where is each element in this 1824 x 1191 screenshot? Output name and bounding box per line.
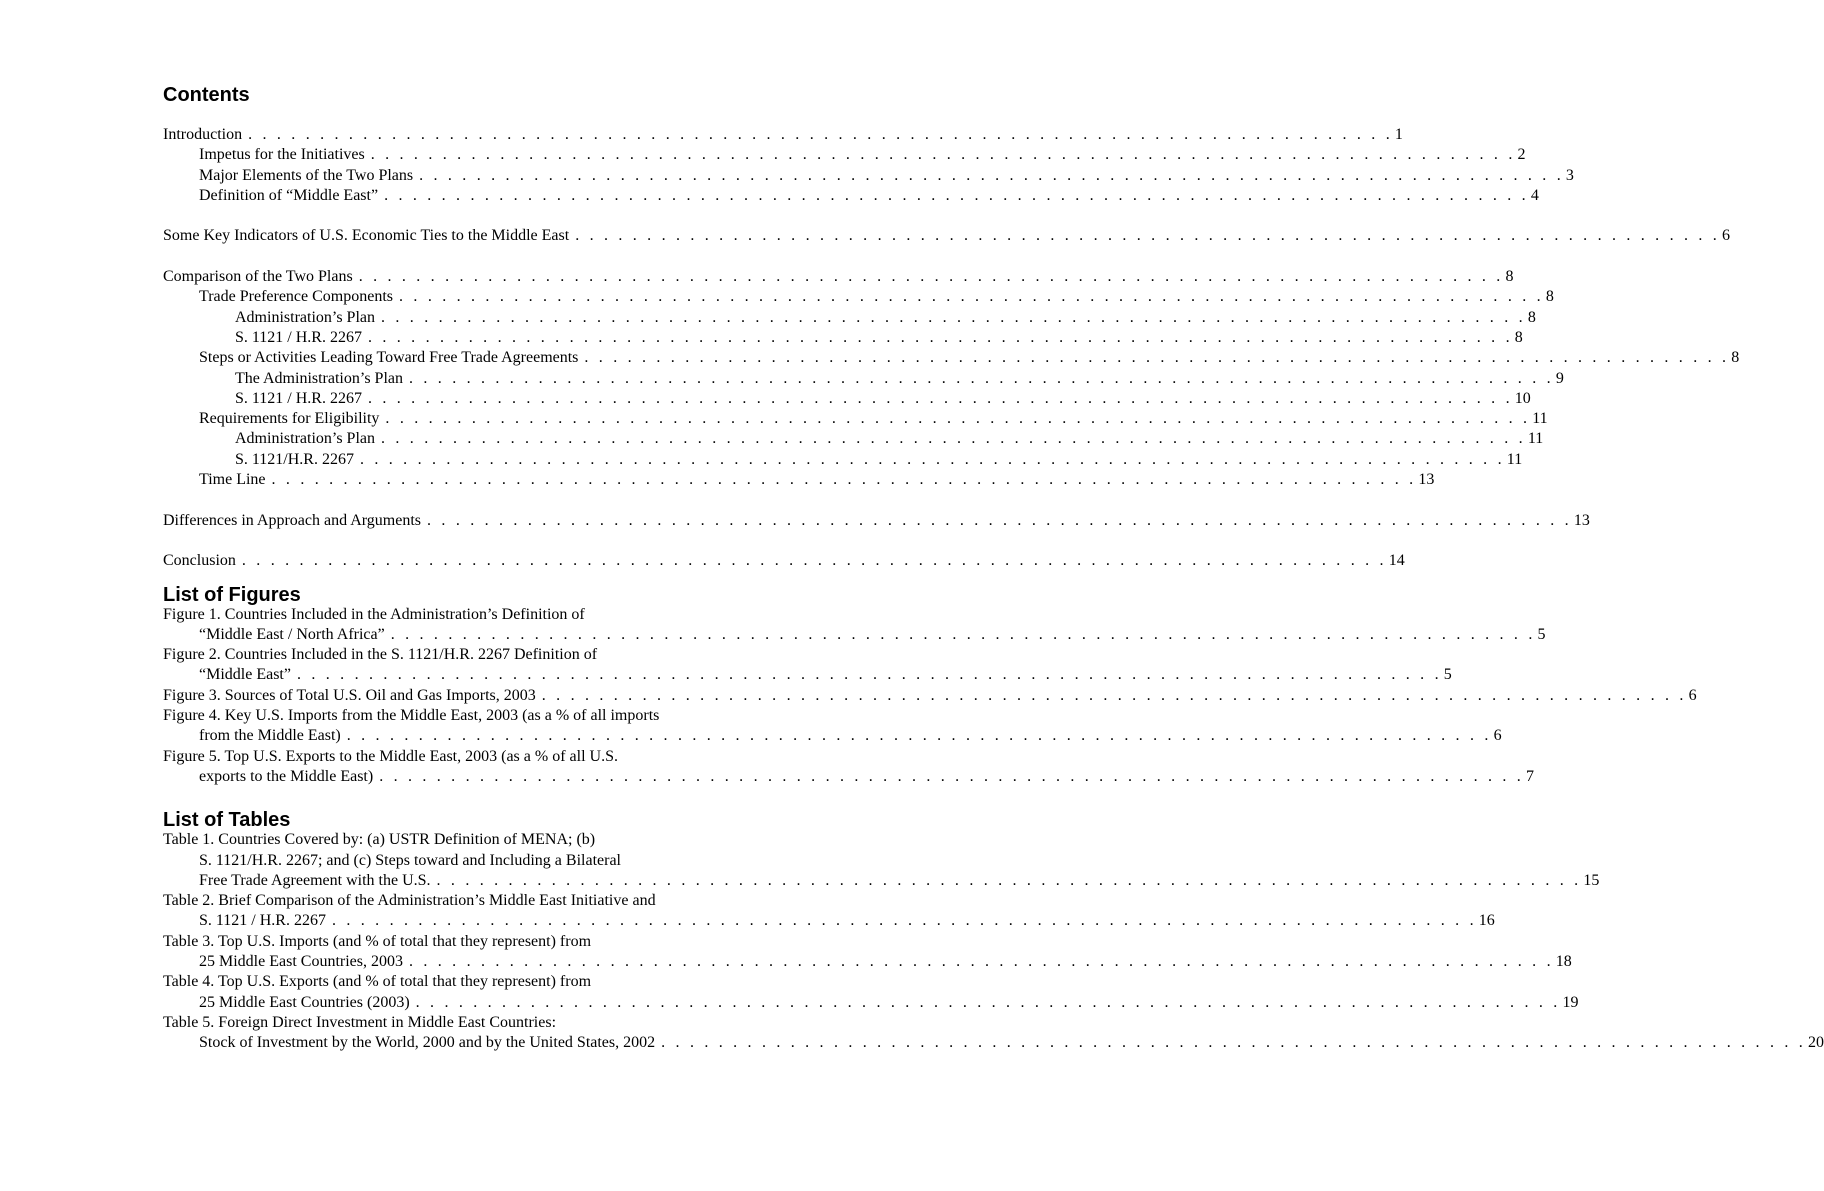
toc-entry <box>163 551 1405 571</box>
toc-entry-label: S. 1121 / H.R. 2267 <box>235 328 362 346</box>
toc-entry-label: Figure 3. Sources of Total U.S. Oil and Gas Imports, 2003 <box>163 686 536 704</box>
dot-leader: . . . . . . . . . . . . . . . . . . . . . . . . . . . . . . . . . . . . . . . . . . . . . . . . . . . . . . . . . . . . . . . . . . . . . . . . . . . . . . . . <box>661 1034 1806 1052</box>
toc-entry <box>163 665 1452 685</box>
dot-leader: . . . . . . . . . . . . . . . . . . . . . . . . . . . . . . . . . . . . . . . . . . . . . . . . . . . . . . . . . . . . . . . . . . . . . . . . . . . . . . . . <box>359 450 1505 468</box>
toc-entry-page: 8 <box>1514 328 1523 346</box>
toc-entry-page: 8 <box>1527 308 1536 326</box>
tables-list <box>163 830 1824 1053</box>
toc-entry-label: Time Line <box>199 471 266 489</box>
document-page <box>163 0 1824 1053</box>
toc-entry <box>163 226 1730 246</box>
toc-entry-page: 8 <box>1505 268 1514 286</box>
dot-leader: . . . . . . . . . . . . . . . . . . . . . . . . . . . . . . . . . . . . . . . . . . . . . . . . . . . . . . . . . . . . . . . . . . . . . . . . . . . . . . . . <box>370 146 1516 164</box>
dot-leader: . . . . . . . . . . . . . . . . . . . . . . . . . . . . . . . . . . . . . . . . . . . . . . . . . . . . . . . . . . . . . . . . . . . . . . . . . . . . . . . . <box>390 625 1536 643</box>
toc-entry <box>163 470 1435 490</box>
toc-entry <box>163 186 1539 206</box>
dot-leader: . . . . . . . . . . . . . . . . . . . . . . . . . . . . . . . . . . . . . . . . . . . . . . . . . . . . . . . . . . . . . . . . . . . . . . . . . . . . . . . . <box>248 126 1393 143</box>
toc-entry <box>163 348 1740 368</box>
toc-entry-label: Conclusion <box>163 552 236 570</box>
toc-entry <box>163 767 1534 787</box>
toc-entry-label: Administration’s Plan <box>235 308 375 326</box>
toc-entry <box>163 871 1600 891</box>
dot-leader: . . . . . . . . . . . . . . . . . . . . . . . . . . . . . . . . . . . . . . . . . . . . . . . . . . . . . . . . . . . . . . . . . . . . . . . . . . . . . . . . <box>415 993 1561 1011</box>
toc-entry-label: “Middle East / North Africa” <box>199 625 385 643</box>
toc-entry-label: 25 Middle East Countries (2003) <box>199 993 410 1011</box>
toc-entry-page: 14 <box>1388 552 1405 570</box>
dot-leader: . . . . . . . . . . . . . . . . . . . . . . . . . . . . . . . . . . . . . . . . . . . . . . . . . . . . . . . . . . . . . . . . . . . . . . . . . . . . . . . . <box>385 410 1531 428</box>
toc-entry <box>163 267 1514 287</box>
dot-leader: . . . . . . . . . . . . . . . . . . . . . . . . . . . . . . . . . . . . . . . . . . . . . . . . . . . . . . . . . . . . . . . . . . . . . . . . . . . . . . . . <box>367 389 1513 407</box>
toc-entry-page: 6 <box>1722 227 1730 245</box>
toc-entry-page: 9 <box>1555 369 1564 387</box>
dot-leader: . . . . . . . . . . . . . . . . . . . . . . . . . . . . . . . . . . . . . . . . . . . . . . . . . . . . . . . . . . . . . . . . . . . . . . . . . . . . . . . . <box>436 871 1582 889</box>
toc-entry-page: 5 <box>1537 625 1546 643</box>
toc-entry-label: Differences in Approach and Arguments <box>163 511 422 529</box>
toc-entry-page: 5 <box>1443 666 1452 684</box>
toc-entry-text: Figure 4. Key U.S. Imports from the Middle East, 2003 (as a % of all imports <box>163 707 660 725</box>
toc-entry-label: S. 1121 / H.R. 2267 <box>199 912 326 930</box>
toc-entry-page: 7 <box>1526 767 1534 785</box>
toc-entry-page: 16 <box>1478 912 1495 930</box>
toc-entry-text: Figure 5. Top U.S. Exports to the Middle East, 2003 (as a % of all U.S. <box>163 747 618 765</box>
toc-entry-label: from the Middle East) <box>199 727 341 745</box>
toc-entry-page: 2 <box>1517 146 1526 164</box>
toc-entry-page: 1 <box>1394 126 1403 143</box>
tables-heading: List of Tables <box>163 809 291 832</box>
toc-entry-text: Table 4. Top U.S. Exports (and % of total that they represent) from <box>163 973 592 991</box>
dot-leader: . . . . . . . . . . . . . . . . . . . . . . . . . . . . . . . . . . . . . . . . . . . . . . . . . . . . . . . . . . . . . . . . . . . . . . . . . . . . . . . . <box>367 328 1513 346</box>
toc-entry-label: “Middle East” <box>199 666 291 684</box>
toc-entry-label: Impetus for the Initiatives <box>199 146 365 164</box>
dot-leader: . . . . . . . . . . . . . . . . . . . . . . . . . . . . . . . . . . . . . . . . . . . . . . . . . . . . . . . . . . . . . . . . . . . . . . . . . . . . . . . . <box>271 471 1417 489</box>
toc-entry <box>163 450 1523 470</box>
figures-list <box>163 605 1697 788</box>
dot-leader: . . . . . . . . . . . . . . . . . . . . . . . . . . . . . . . . . . . . . . . . . . . . . . . . . . . . . . . . . . . . . . . . . . . . . . . . . . . . . . . . <box>419 166 1564 184</box>
toc-entry-page: 11 <box>1532 410 1548 428</box>
toc-entry-label: Stock of Investment by the World, 2000 and by the United States, 2002 <box>199 1034 656 1052</box>
toc-entry <box>163 511 1590 531</box>
toc-entry-label: Definition of “Middle East” <box>199 186 379 204</box>
toc-entry <box>163 1033 1824 1053</box>
dot-leader: . . . . . . . . . . . . . . . . . . . . . . . . . . . . . . . . . . . . . . . . . . . . . . . . . . . . . . . . . . . . . . . . . . . . . . . . . . . . . . . . <box>379 767 1524 785</box>
toc-entry-page: 6 <box>1688 686 1697 704</box>
toc-entry-label: Some Key Indicators of U.S. Economic Ties to the Middle East <box>163 227 570 245</box>
dot-leader: . . . . . . . . . . . . . . . . . . . . . . . . . . . . . . . . . . . . . . . . . . . . . . . . . . . . . . . . . . . . . . . . . . . . . . . . . . . . . . . . <box>381 308 1526 326</box>
toc-entry <box>163 911 1495 931</box>
toc-entry-label: Administration’s Plan <box>235 430 375 448</box>
toc-entry-label: Trade Preference Components <box>199 288 394 306</box>
toc-entry <box>163 308 1536 328</box>
toc-entry-label: S. 1121 / H.R. 2267 <box>235 389 362 407</box>
dot-leader: . . . . . . . . . . . . . . . . . . . . . . . . . . . . . . . . . . . . . . . . . . . . . . . . . . . . . . . . . . . . . . . . . . . . . . . . . . . . . . . . <box>584 349 1730 367</box>
toc-entry-page: 8 <box>1731 349 1740 367</box>
dot-leader: . . . . . . . . . . . . . . . . . . . . . . . . . . . . . . . . . . . . . . . . . . . . . . . . . . . . . . . . . . . . . . . . . . . . . . . . . . . . . . . . <box>346 727 1492 745</box>
toc-entry <box>163 409 1548 429</box>
toc-entry <box>163 145 1526 165</box>
toc-entry <box>163 125 1403 145</box>
toc-entry-page: 4 <box>1530 186 1539 204</box>
dot-leader: . . . . . . . . . . . . . . . . . . . . . . . . . . . . . . . . . . . . . . . . . . . . . . . . . . . . . . . . . . . . . . . . . . . . . . . . . . . . . . . . <box>575 227 1720 245</box>
toc-entry-text: Table 1. Countries Covered by: (a) USTR Definition of MENA; (b) <box>163 831 596 849</box>
figures-heading: List of Figures <box>163 583 301 606</box>
toc-entry <box>163 328 1523 348</box>
dot-leader: . . . . . . . . . . . . . . . . . . . . . . . . . . . . . . . . . . . . . . . . . . . . . . . . . . . . . . . . . . . . . . . . . . . . . . . . . . . . . . . . <box>296 666 1442 684</box>
toc-entry <box>163 166 1574 186</box>
toc-entry-page: 15 <box>1583 871 1600 889</box>
dot-leader: . . . . . . . . . . . . . . . . . . . . . . . . . . . . . . . . . . . . . . . . . . . . . . . . . . . . . . . . . . . . . . . . . . . . . . . . . . . . . . . . <box>409 369 1554 387</box>
toc-entry-label: Introduction <box>163 126 243 143</box>
dot-leader: . . . . . . . . . . . . . . . . . . . . . . . . . . . . . . . . . . . . . . . . . . . . . . . . . . . . . . . . . . . . . . . . . . . . . . . . . . . . . . . . <box>358 268 1504 286</box>
dot-leader: . . . . . . . . . . . . . . . . . . . . . . . . . . . . . . . . . . . . . . . . . . . . . . . . . . . . . . . . . . . . . . . . . . . . . . . . . . . . . . . . <box>541 686 1687 704</box>
toc-entry <box>163 389 1531 409</box>
toc-entry-page: 11 <box>1527 430 1544 448</box>
toc-entry <box>163 429 1544 449</box>
toc-entry-text: Figure 1. Countries Included in the Administration’s Definition of <box>163 605 585 623</box>
toc-entry-page: 18 <box>1555 952 1572 970</box>
toc-entry-page: 11 <box>1506 450 1523 468</box>
dot-leader: . . . . . . . . . . . . . . . . . . . . . . . . . . . . . . . . . . . . . . . . . . . . . . . . . . . . . . . . . . . . . . . . . . . . . . . . . . . . . . . . <box>384 186 1529 204</box>
toc-entry-text: Table 3. Top U.S. Imports (and % of total that they represent) from <box>163 932 592 950</box>
toc-entry <box>163 625 1546 645</box>
toc-entry-label: Free Trade Agreement with the U.S. <box>199 871 431 889</box>
toc-entry-label: Major Elements of the Two Plans <box>199 166 414 184</box>
dot-leader: . . . . . . . . . . . . . . . . . . . . . . . . . . . . . . . . . . . . . . . . . . . . . . . . . . . . . . . . . . . . . . . . . . . . . . . . . . . . . . . . <box>399 288 1544 306</box>
contents-list <box>163 125 1740 572</box>
toc-entry-page: 6 <box>1493 727 1502 745</box>
toc-entry-text: S. 1121/H.R. 2267; and (c) Steps toward and Including a Bilateral <box>199 851 621 869</box>
toc-entry-page: 19 <box>1562 993 1579 1011</box>
dot-leader: . . . . . . . . . . . . . . . . . . . . . . . . . . . . . . . . . . . . . . . . . . . . . . . . . . . . . . . . . . . . . . . . . . . . . . . . . . . . . . . . <box>381 430 1526 448</box>
toc-entry-page: 10 <box>1514 389 1531 407</box>
toc-entry <box>163 369 1564 389</box>
toc-entry <box>163 993 1579 1013</box>
toc-entry-label: S. 1121/H.R. 2267 <box>235 450 354 468</box>
toc-entry-label: Comparison of the Two Plans <box>163 268 353 286</box>
toc-entry-page: 20 <box>1807 1034 1824 1052</box>
toc-entry-page: 13 <box>1573 511 1590 529</box>
toc-entry <box>163 686 1697 706</box>
dot-leader: . . . . . . . . . . . . . . . . . . . . . . . . . . . . . . . . . . . . . . . . . . . . . . . . . . . . . . . . . . . . . . . . . . . . . . . . . . . . . . . . <box>408 952 1554 970</box>
toc-entry-page: 13 <box>1418 471 1435 489</box>
dot-leader: . . . . . . . . . . . . . . . . . . . . . . . . . . . . . . . . . . . . . . . . . . . . . . . . . . . . . . . . . . . . . . . . . . . . . . . . . . . . . . . . <box>241 552 1387 570</box>
toc-entry <box>163 287 1554 307</box>
toc-entry-page: 3 <box>1565 166 1574 184</box>
toc-entry <box>163 952 1572 972</box>
toc-entry-label: Requirements for Eligibility <box>199 410 380 428</box>
dot-leader: . . . . . . . . . . . . . . . . . . . . . . . . . . . . . . . . . . . . . . . . . . . . . . . . . . . . . . . . . . . . . . . . . . . . . . . . . . . . . . . . <box>427 511 1572 529</box>
contents-heading: Contents <box>163 84 250 106</box>
toc-entry-text: Table 2. Brief Comparison of the Administration’s Middle East Initiative and <box>163 892 656 910</box>
toc-entry-label: The Administration’s Plan <box>235 369 403 387</box>
toc-entry-page: 8 <box>1545 288 1554 306</box>
toc-entry-label: 25 Middle East Countries, 2003 <box>199 952 403 970</box>
dot-leader: . . . . . . . . . . . . . . . . . . . . . . . . . . . . . . . . . . . . . . . . . . . . . . . . . . . . . . . . . . . . . . . . . . . . . . . . . . . . . . . . <box>331 912 1477 930</box>
toc-entry-text: Table 5. Foreign Direct Investment in Middle East Countries: <box>163 1013 557 1031</box>
toc-entry-text: Figure 2. Countries Included in the S. 1121/H.R. 2267 Definition of <box>163 646 598 664</box>
toc-entry-label: Steps or Activities Leading Toward Free Trade Agreements <box>199 349 579 367</box>
toc-entry-label: exports to the Middle East) <box>199 767 374 785</box>
toc-entry <box>163 726 1502 746</box>
